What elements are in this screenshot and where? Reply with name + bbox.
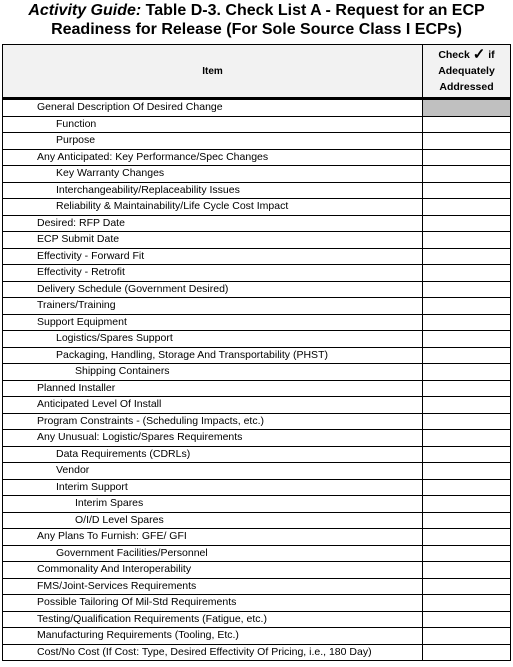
row-check-cell[interactable]: [423, 298, 511, 315]
table-row: [3, 413, 511, 430]
row-check-cell[interactable]: [423, 347, 511, 364]
row-item-label: ECP Submit Date: [3, 232, 423, 249]
table-row: [3, 133, 511, 150]
table-row: [3, 331, 511, 348]
row-check-cell[interactable]: [423, 248, 511, 265]
row-check-cell[interactable]: [423, 496, 511, 513]
row-item-label: FMS/Joint-Services Requirements: [3, 578, 423, 595]
table-row: [3, 463, 511, 480]
row-item-label: Any Unusual: Logistic/Spares Requirements: [3, 430, 423, 447]
row-check-cell[interactable]: [423, 166, 511, 183]
table-row: [3, 215, 511, 232]
header-check-line2: Adequately: [438, 65, 495, 77]
page-title: [0, 0, 513, 39]
row-check-cell[interactable]: [423, 364, 511, 381]
row-item-label: Reliability & Maintainability/Life Cycle Cost Impact: [3, 199, 423, 216]
header-check-word: Check: [438, 49, 470, 61]
table-row: [3, 166, 511, 183]
row-check-cell[interactable]: [423, 463, 511, 480]
row-check-cell[interactable]: [423, 446, 511, 463]
table-row: [3, 611, 511, 628]
table-row: [3, 99, 511, 117]
table-row: [3, 265, 511, 282]
table-row: [3, 364, 511, 381]
row-item-label: Testing/Qualification Requirements (Fatigue, etc.): [3, 611, 423, 628]
title-line-2: Readiness for Release (For Sole Source Class I ECPs): [51, 21, 462, 38]
row-check-cell[interactable]: [423, 479, 511, 496]
row-item-label: Any Plans To Furnish: GFE/ GFI: [3, 529, 423, 546]
row-item-label: Shipping Containers: [3, 364, 423, 381]
row-check-cell[interactable]: [423, 595, 511, 612]
row-item-label: Packaging, Handling, Storage And Transportability (PHST): [3, 347, 423, 364]
checkmark-icon: ✓: [472, 46, 486, 63]
row-item-label: O/I/D Level Spares: [3, 512, 423, 529]
row-item-label: Key Warranty Changes: [3, 166, 423, 183]
row-check-cell[interactable]: [423, 529, 511, 546]
table-row: [3, 149, 511, 166]
table-row: [3, 380, 511, 397]
row-item-label: General Description Of Desired Change: [3, 99, 423, 117]
row-check-cell[interactable]: [423, 182, 511, 199]
row-item-label: Data Requirements (CDRLs): [3, 446, 423, 463]
row-check-cell[interactable]: [423, 644, 511, 661]
table-row: [3, 347, 511, 364]
table-row: [3, 298, 511, 315]
row-item-label: Function: [3, 116, 423, 133]
row-check-cell[interactable]: [423, 133, 511, 150]
table-row: [3, 314, 511, 331]
header-item: Item: [3, 45, 423, 99]
row-item-label: Manufacturing Requirements (Tooling, Etc.): [3, 628, 423, 645]
row-item-label: Commonality And Interoperability: [3, 562, 423, 579]
row-check-cell[interactable]: [423, 628, 511, 645]
table-row: [3, 116, 511, 133]
table-row: [3, 595, 511, 612]
table-row: [3, 644, 511, 661]
row-check-cell[interactable]: [423, 578, 511, 595]
row-item-label: Government Facilities/Personnel: [3, 545, 423, 562]
row-item-label: Anticipated Level Of Install: [3, 397, 423, 414]
row-check-cell[interactable]: [423, 380, 511, 397]
header-check: [423, 45, 511, 99]
table-row: [3, 562, 511, 579]
row-check-cell[interactable]: [423, 314, 511, 331]
table-row: [3, 628, 511, 645]
row-item-label: Cost/No Cost (If Cost: Type, Desired Effectivity Of Pricing, i.e., 180 Day): [3, 644, 423, 661]
row-item-label: Any Anticipated: Key Performance/Spec Changes: [3, 149, 423, 166]
table-row: [3, 446, 511, 463]
table-header-row: [3, 45, 511, 99]
row-check-cell[interactable]: [423, 413, 511, 430]
row-item-label: Possible Tailoring Of Mil-Std Requirements: [3, 595, 423, 612]
row-item-label: Effectivity - Retrofit: [3, 265, 423, 282]
row-item-label: Planned Installer: [3, 380, 423, 397]
row-check-cell[interactable]: [423, 397, 511, 414]
header-check-if: if: [488, 49, 495, 61]
table-row: [3, 248, 511, 265]
table-row: [3, 496, 511, 513]
row-check-cell[interactable]: [423, 512, 511, 529]
table-row: [3, 545, 511, 562]
row-check-cell[interactable]: [423, 149, 511, 166]
row-check-cell[interactable]: [423, 215, 511, 232]
table-row: [3, 397, 511, 414]
row-item-label: Logistics/Spares Support: [3, 331, 423, 348]
row-check-cell[interactable]: [423, 99, 511, 117]
row-item-label: Purpose: [3, 133, 423, 150]
table-row: [3, 479, 511, 496]
table-row: [3, 199, 511, 216]
table-row: [3, 512, 511, 529]
row-check-cell[interactable]: [423, 232, 511, 249]
row-item-label: Desired: RFP Date: [3, 215, 423, 232]
title-line-1: [0, 1, 513, 20]
table-row: [3, 281, 511, 298]
row-item-label: Program Constraints - (Scheduling Impacts, etc.): [3, 413, 423, 430]
row-check-cell[interactable]: [423, 611, 511, 628]
row-item-label: Support Equipment: [3, 314, 423, 331]
row-item-label: Vendor: [3, 463, 423, 480]
row-check-cell[interactable]: [423, 430, 511, 447]
row-check-cell[interactable]: [423, 545, 511, 562]
table-row: [3, 430, 511, 447]
row-check-cell[interactable]: [423, 199, 511, 216]
row-check-cell[interactable]: [423, 281, 511, 298]
row-check-cell[interactable]: [423, 116, 511, 133]
row-check-cell[interactable]: [423, 562, 511, 579]
row-item-label: Trainers/Training: [3, 298, 423, 315]
row-check-cell[interactable]: [423, 331, 511, 348]
row-item-label: Interchangeability/Replaceability Issues: [3, 182, 423, 199]
table-row: [3, 232, 511, 249]
row-item-label: Delivery Schedule (Government Desired): [3, 281, 423, 298]
row-check-cell[interactable]: [423, 265, 511, 282]
title-line-1-text: Table D-3. Check List A - Request for an ECP: [141, 2, 485, 19]
header-check-line3: Addressed: [439, 81, 494, 93]
row-item-label: Effectivity - Forward Fit: [3, 248, 423, 265]
checklist-table: [2, 44, 511, 661]
table-row: [3, 529, 511, 546]
table-row: [3, 578, 511, 595]
row-item-label: Interim Spares: [3, 496, 423, 513]
title-prefix: Activity Guide:: [28, 2, 142, 19]
table-row: [3, 182, 511, 199]
row-item-label: Interim Support: [3, 479, 423, 496]
